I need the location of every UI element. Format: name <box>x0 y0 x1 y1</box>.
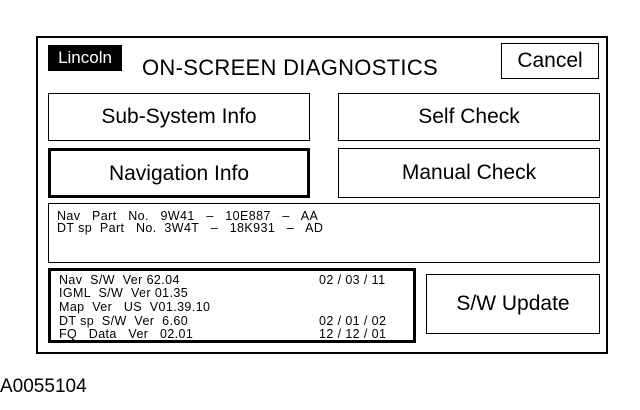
version-label: FQ Data Ver 02.01 <box>59 327 194 341</box>
manual-check-button[interactable]: Manual Check <box>338 148 600 198</box>
navigation-info-button[interactable]: Navigation Info <box>48 148 310 198</box>
diagnostics-screen <box>36 36 608 354</box>
sw-update-button[interactable]: S/W Update <box>426 274 600 334</box>
version-date: 12 / 12 / 01 <box>319 327 387 341</box>
page-title: ON-SCREEN DIAGNOSTICS <box>142 55 438 80</box>
brand-logo: Lincoln <box>48 45 122 71</box>
version-label: IGML S/W Ver 01.35 <box>59 286 189 300</box>
figure-id: A0055104 <box>0 376 87 397</box>
self-check-button[interactable]: Self Check <box>338 93 600 141</box>
version-panel <box>48 268 416 343</box>
version-date: 02 / 01 / 02 <box>319 314 387 328</box>
sub-system-info-button[interactable]: Sub-System Info <box>48 93 310 141</box>
version-label: Nav S/W Ver 62.04 <box>59 273 180 287</box>
nav-part-number: Nav Part No. 9W41 – 10E887 – AA <box>57 209 319 223</box>
version-date: 02 / 03 / 11 <box>319 273 386 287</box>
cancel-button[interactable]: Cancel <box>501 43 599 79</box>
version-label: DT sp S/W Ver 6.60 <box>59 314 189 328</box>
dtsp-part-number: DT sp Part No. 3W4T – 18K931 – AD <box>57 221 324 235</box>
version-label: Map Ver US V01.39.10 <box>59 300 211 314</box>
part-number-panel <box>48 203 600 263</box>
